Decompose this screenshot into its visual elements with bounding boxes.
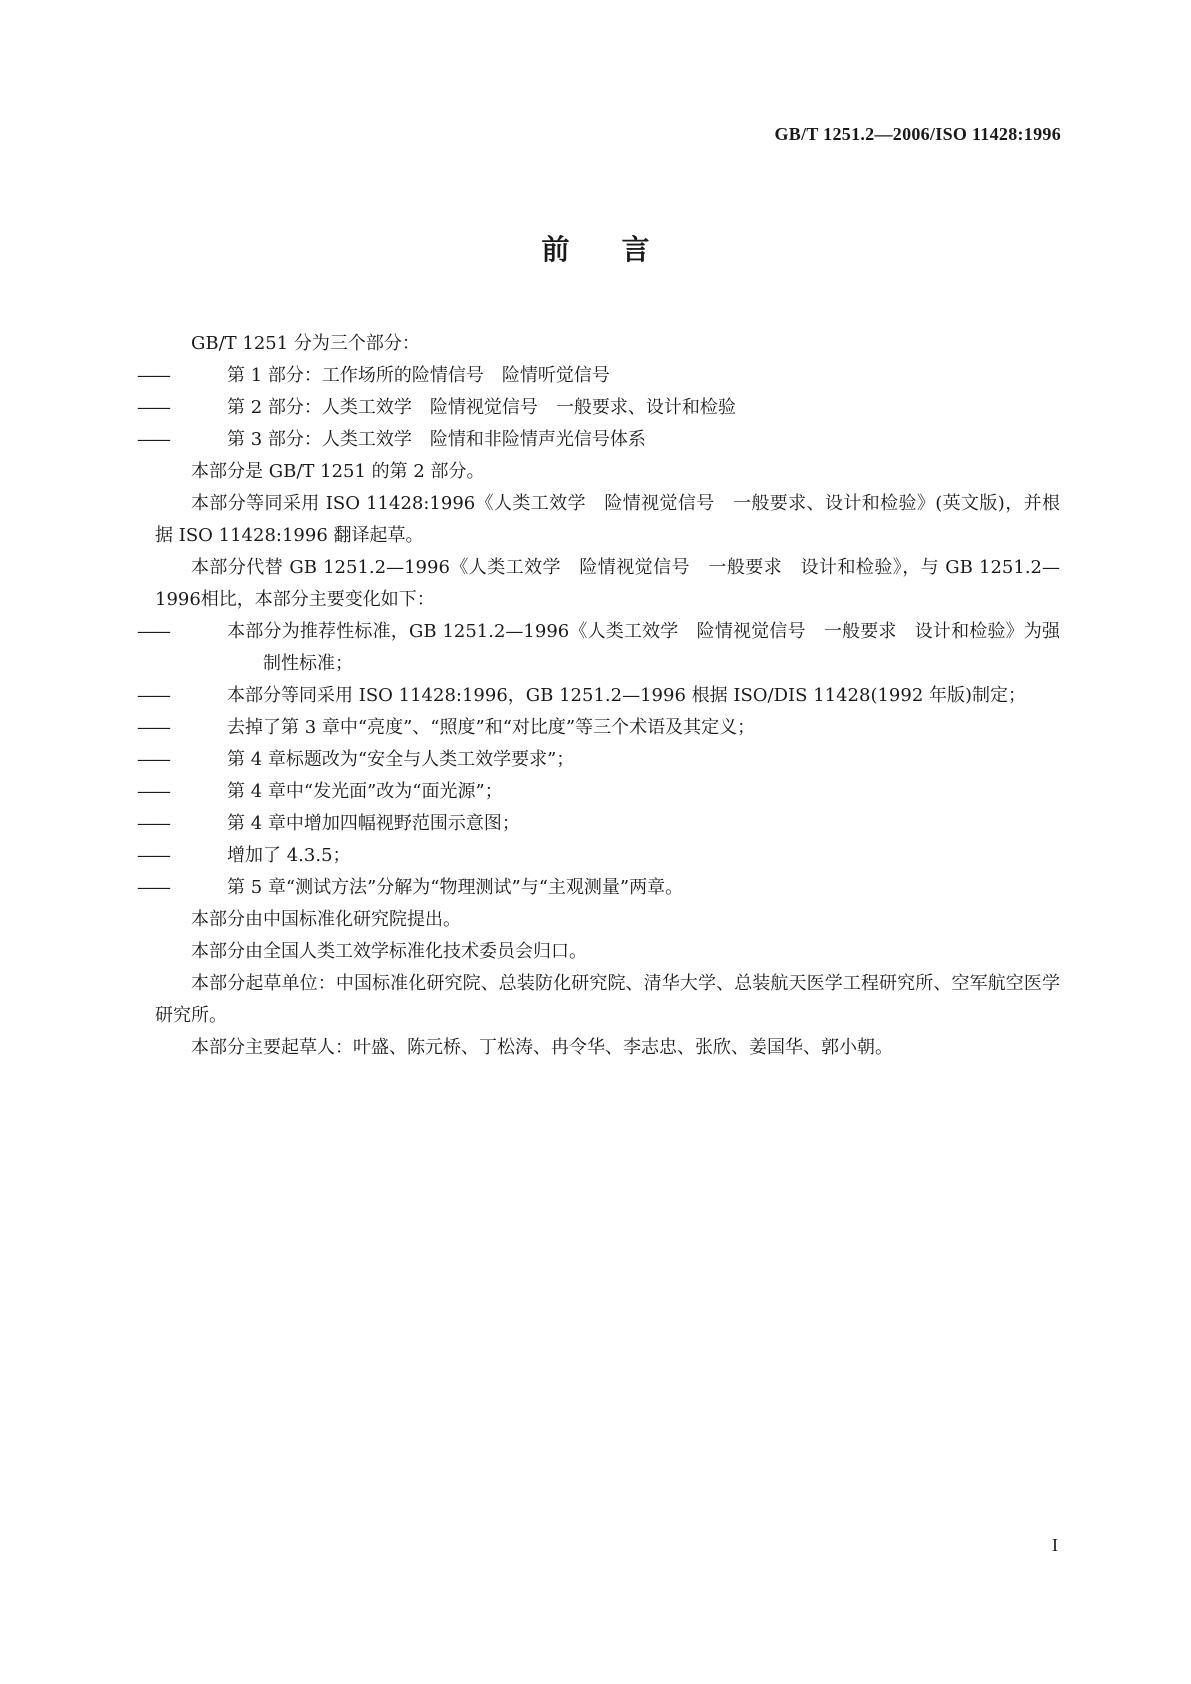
paragraph: 本部分由中国标准化研究院提出。 (191, 909, 461, 930)
paragraph: GB/T 1251 分为三个部分： (191, 333, 420, 354)
dash-mark: —— (137, 429, 169, 450)
paragraph: 本部分等同采用 ISO 11428:1996《人类工效学 险情视觉信号 一般要求、设计和检验》(英文版)，并根据 ISO 11428:1996 翻译起草。 (155, 493, 1060, 546)
list-item-text: 第 3 部分：人类工效学 险情和非险情声光信号体系 (227, 429, 646, 450)
list-item (137, 808, 1060, 840)
paragraph: 本部分由全国人类工效学标准化技术委员会归口。 (191, 941, 587, 962)
dash-mark: —— (137, 621, 169, 642)
list-item (137, 744, 1060, 776)
list-item (137, 360, 1060, 392)
paragraph: 本部分是 GB/T 1251 的第 2 部分。 (191, 461, 485, 482)
dash-mark: —— (137, 749, 169, 770)
list-item (137, 424, 1060, 456)
dash-mark: —— (137, 365, 169, 386)
list-item (137, 840, 1060, 872)
paragraph: 本部分起草单位：中国标准化研究院、总装防化研究院、清华大学、总装航天医学工程研究所、空军航空医学研究所。 (155, 973, 1060, 1026)
list-item (137, 872, 1060, 904)
list-item (137, 616, 1060, 680)
dash-mark: —— (137, 877, 169, 898)
paragraph: 本部分代替 GB 1251.2—1996《人类工效学 险情视觉信号 一般要求 设计和检验》，与 GB 1251.2—1996相比，本部分主要变化如下： (155, 557, 1060, 610)
list-item-text: 第 1 部分：工作场所的险情信号 险情听觉信号 (227, 365, 610, 386)
list-item (137, 712, 1060, 744)
list-item-text: 增加了 4.3.5； (227, 845, 351, 866)
page-number: I (1052, 1535, 1058, 1555)
standard-number: GB/T 1251.2—2006/ISO 11428:1996 (774, 124, 1061, 144)
list-item-text: 本部分为推荐性标准，GB 1251.2—1996《人类工效学 险情视觉信号 一般要求 设计和检验》为强制性标准； (227, 621, 1060, 674)
list-item-text: 第 2 部分：人类工效学 险情视觉信号 一般要求、设计和检验 (227, 397, 736, 418)
list-item-text: 第 4 章中增加四幅视野范围示意图； (227, 813, 520, 834)
dash-mark: —— (137, 781, 169, 802)
dash-mark: —— (137, 397, 169, 418)
dash-mark: —— (137, 845, 169, 866)
page-title: 前言 (541, 233, 702, 266)
list-item (137, 392, 1060, 424)
list-item (137, 680, 1060, 712)
list-item-text: 第 5 章“测试方法”分解为“物理测试”与“主观测量”两章。 (227, 877, 684, 898)
list-item-text: 第 4 章标题改为“安全与人类工效学要求”； (227, 749, 575, 770)
list-item-text: 第 4 章中“发光面”改为“面光源”； (227, 781, 503, 802)
list-item-text: 去掉了第 3 章中“亮度”、“照度”和“对比度”等三个术语及其定义； (227, 717, 756, 738)
preface-body (137, 328, 1060, 1064)
dash-mark: —— (137, 717, 169, 738)
paragraph: 本部分主要起草人：叶盛、陈元桥、丁松涛、冉令华、李志忠、张欣、姜国华、郭小朝。 (191, 1037, 893, 1058)
list-item-text: 本部分等同采用 ISO 11428:1996，GB 1251.2—1996 根据 ISO/DIS 11428(1992 年版)制定； (227, 685, 1027, 706)
dash-mark: —— (137, 685, 169, 706)
list-item (137, 776, 1060, 808)
dash-mark: —— (137, 813, 169, 834)
